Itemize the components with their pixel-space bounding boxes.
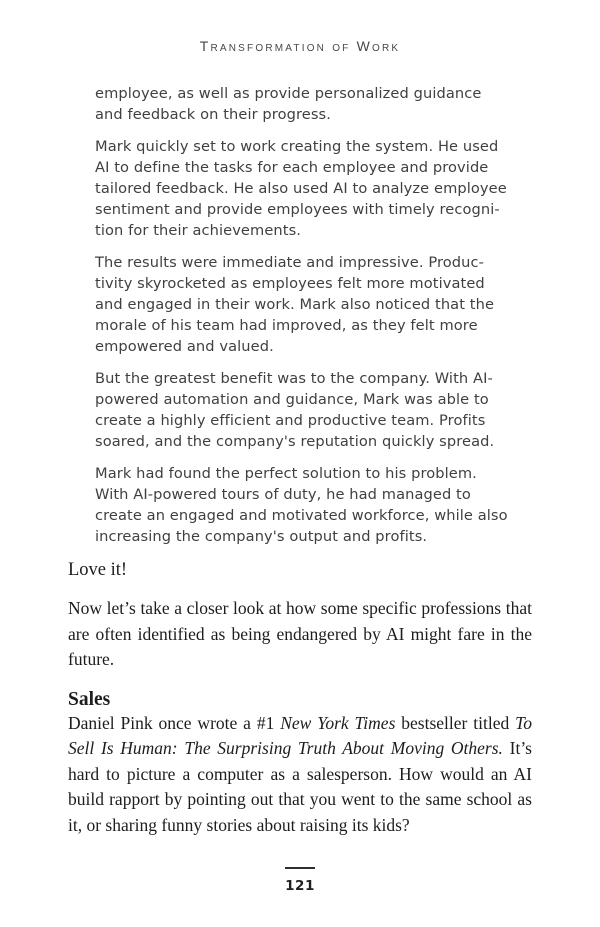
page-number: 121 [285,878,315,894]
sales-text-segment: It’s hard to picture a computer as a salesperson. How would an AI build rapport by pointing out that you went to the same school as it, or sharing funny stories about raising its kids? [68,738,532,835]
intro-paragraph: Now let’s take a closer look at how some specific professions that are often identified as being endangered by AI might fare in the future. [68,598,532,669]
love-it-comment: Love it! [68,560,128,580]
excerpt-block [95,83,509,547]
running-header: Transformation of Work [199,38,401,54]
sales-section-heading: Sales [68,688,111,710]
excerpt-paragraph: But the greatest benefit was to the company. With AI-powered automation and guidance, Mark was able to create a highly efficient and productive team. Profits soared, and the company's reputation quickly spread. [95,370,495,450]
publication-name-italic: New York Times [280,712,396,733]
sales-text-segment: bestseller titled [395,712,516,733]
sales-text-segment: Daniel Pink once wrote a #1 [68,712,281,733]
excerpt-paragraph: Mark quickly set to work creating the system. He used AI to define the tasks for each employee and provide tailored feedback. He also used AI to analyze employee sentiment and provide employees with timely recognition for their achievements. [95,138,507,239]
book-title-italic: To Sell Is Human: The Surprising Truth About Moving Others. [68,712,532,758]
footer-divider-line [285,867,315,869]
excerpt-paragraph: The results were immediate and impressive. Productivity skyrocketed as employees felt more motivated and engaged in their work. Mark also noticed that the morale of his team had improved, as they felt more empowered and valued. [95,254,495,355]
excerpt-paragraph: Mark had found the perfect solution to his problem. With AI-powered tours of duty, he had managed to create an engaged and motivated workforce, while also increasing the company's output and profits. [95,465,508,545]
sales-paragraph [68,711,532,839]
excerpt-paragraph: employee, as well as provide personalized guidance and feedback on their progress. [95,85,482,123]
page-footer [0,860,600,894]
